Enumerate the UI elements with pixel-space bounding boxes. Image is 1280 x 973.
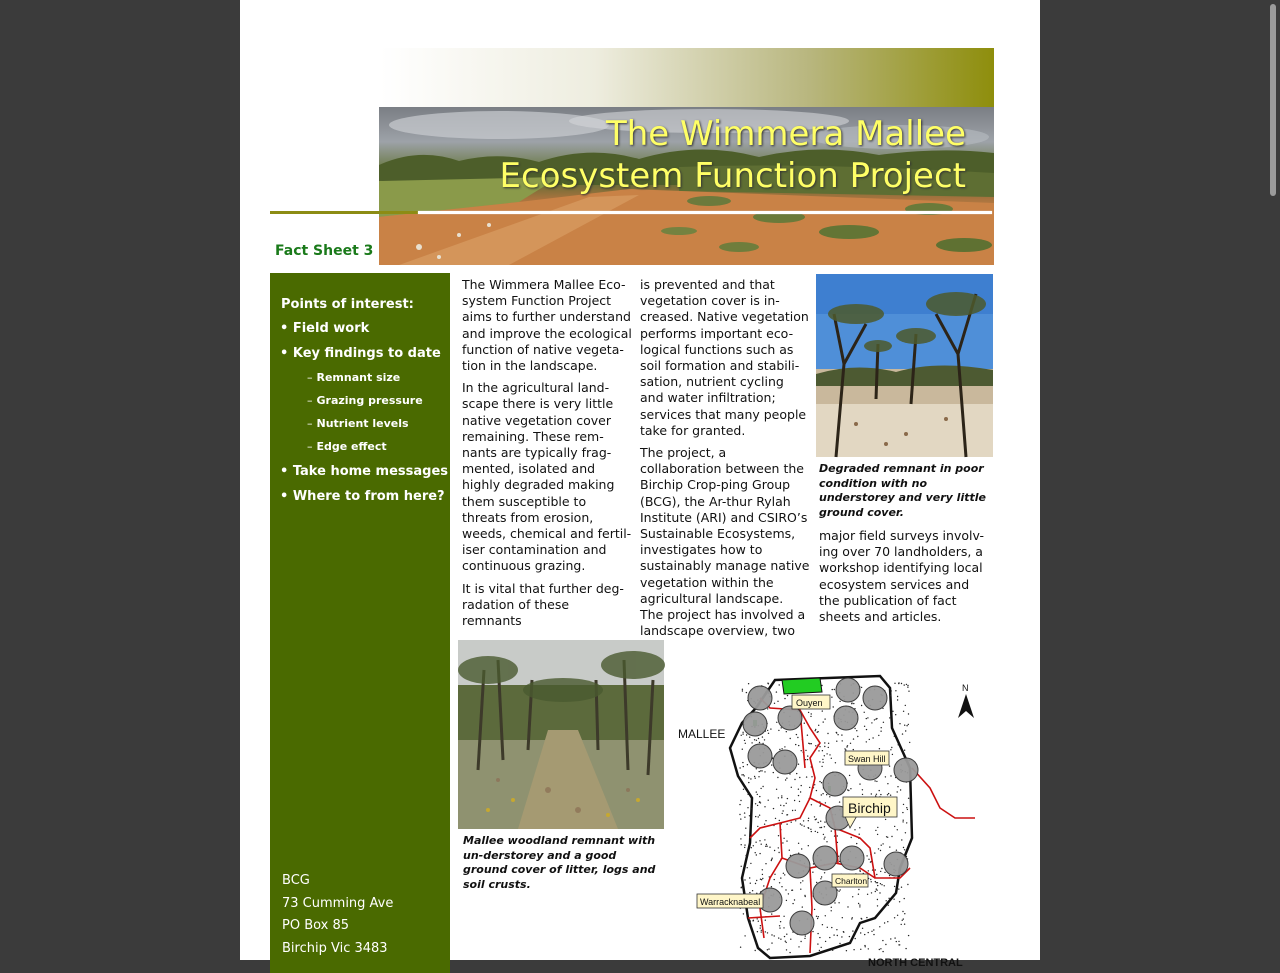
mallee-woodland-photo bbox=[458, 640, 664, 829]
svg-text:Birchip: Birchip bbox=[848, 800, 891, 816]
body-paragraph: The project, a collaboration between the Birchip Crop-ping Group (BCG), the Ar-thur Rylah Institute (ARI) and CSIRO’s Sustainable Ecosystems, investigates how to sustainably manage native vegetation within the agricultural landscape. The project has involved a landscape overview, two bbox=[640, 445, 810, 639]
body-paragraph: The Wimmera Mallee Eco-system Function Project aims to further understand and improve the ecological function of native vegeta-tion in the landscape. bbox=[462, 277, 632, 374]
dash-icon: – bbox=[307, 371, 313, 384]
address-line: PO Box 85 bbox=[282, 918, 350, 933]
svg-text:N: N bbox=[962, 683, 969, 693]
fact-sheet-label: Fact Sheet 3 bbox=[275, 243, 374, 259]
svg-text:Ouyen: Ouyen bbox=[796, 698, 823, 708]
svg-text:Charlton: Charlton bbox=[835, 876, 868, 886]
header-rule-olive bbox=[270, 211, 418, 214]
bullet-icon: • bbox=[280, 489, 289, 504]
map-label-ouyen bbox=[792, 695, 830, 709]
map-label-charlton bbox=[832, 874, 868, 887]
header-gradient-band bbox=[380, 48, 994, 107]
map-region-mallee: MALLEE bbox=[678, 727, 726, 741]
sidebar-subitem-edge-effect[interactable] bbox=[307, 440, 387, 453]
body-column-2 bbox=[640, 277, 810, 645]
sidebar-item-label: Field work bbox=[292, 321, 370, 336]
fact-sheet-page bbox=[240, 0, 1040, 969]
map-label-warracknabeal bbox=[697, 894, 763, 908]
vertical-scrollbar[interactable] bbox=[1266, 0, 1280, 960]
sidebar-item-key-findings[interactable] bbox=[280, 346, 441, 361]
address-line: BCG bbox=[282, 873, 310, 888]
north-arrow-icon bbox=[958, 683, 974, 718]
sidebar-item-label: Key findings to date bbox=[292, 346, 441, 361]
address-line: 73 Cumming Ave bbox=[282, 896, 394, 911]
dash-icon: – bbox=[307, 394, 313, 407]
header-rule-white bbox=[418, 211, 992, 214]
banner-title bbox=[500, 113, 966, 197]
body-column-1 bbox=[462, 277, 632, 635]
bullet-icon: • bbox=[280, 321, 289, 336]
sidebar-subitem-label: Nutrient levels bbox=[316, 417, 409, 430]
sidebar-heading: Points of interest: bbox=[281, 297, 414, 312]
banner-title-line1: The Wimmera Mallee bbox=[605, 114, 966, 154]
svg-text:Swan Hill: Swan Hill bbox=[848, 754, 886, 764]
address-line: Birchip Vic 3483 bbox=[282, 941, 388, 956]
bullet-icon: • bbox=[280, 346, 289, 361]
points-of-interest-sidebar bbox=[270, 273, 450, 973]
sidebar-item-take-home[interactable] bbox=[280, 464, 448, 479]
sidebar-item-label: Take home messages bbox=[292, 464, 448, 479]
header-banner-photo bbox=[379, 107, 994, 265]
sidebar-subitem-grazing-pressure[interactable] bbox=[307, 394, 423, 407]
dash-icon: – bbox=[307, 417, 313, 430]
degraded-remnant-photo bbox=[816, 274, 993, 457]
sidebar-subitem-label: Edge effect bbox=[316, 440, 387, 453]
map-region-bottom: NORTH CENTRAL bbox=[868, 957, 963, 969]
dash-icon: – bbox=[307, 440, 313, 453]
sidebar-subitem-nutrient-levels[interactable] bbox=[307, 417, 409, 430]
mallee-woodland-caption: Mallee woodland remnant with un-derstorey and a good ground cover of litter, logs and soil crusts. bbox=[463, 834, 656, 891]
bullet-icon: • bbox=[280, 464, 289, 479]
study-region-map bbox=[660, 668, 1000, 968]
sidebar-item-label: Where to from here? bbox=[292, 489, 445, 504]
body-paragraph: major field surveys involv-ing over 70 landholders, a workshop identifying local ecosystem services and the publication of fact sheets and articles. bbox=[819, 528, 985, 625]
sidebar-item-field-work[interactable] bbox=[280, 321, 369, 336]
scrollbar-thumb[interactable] bbox=[1270, 4, 1276, 196]
body-paragraph: is prevented and that vegetation cover is in-creased. Native vegetation performs important eco-logical functions such as soil formation and stabili-sation, nutrient cycling and water infiltration; services that many people take for granted. bbox=[640, 277, 809, 438]
sidebar-subitem-label: Remnant size bbox=[316, 371, 401, 384]
sidebar-item-where-to[interactable] bbox=[280, 489, 445, 504]
degraded-remnant-caption: Degraded remnant in poor condition with no understorey and very little ground cover. bbox=[819, 462, 986, 519]
svg-text:Warracknabeal: Warracknabeal bbox=[700, 897, 761, 907]
body-paragraph: It is vital that further deg-radation of these remnants bbox=[462, 580, 624, 629]
sidebar-subitem-label: Grazing pressure bbox=[316, 394, 423, 407]
map-label-swan-hill bbox=[845, 751, 889, 765]
body-column-3 bbox=[819, 528, 991, 631]
sidebar-subitem-remnant-size[interactable] bbox=[307, 371, 400, 384]
body-paragraph: In the agricultural land-scape there is very little native vegetation cover remaining. These rem-nants are typically frag-mented, isolated and highly degraded making them susceptible to threats from erosion, weeds, chemical and fertil-iser contamination and continuous grazing. bbox=[462, 380, 632, 574]
banner-title-line2: Ecosystem Function Project bbox=[499, 156, 966, 196]
